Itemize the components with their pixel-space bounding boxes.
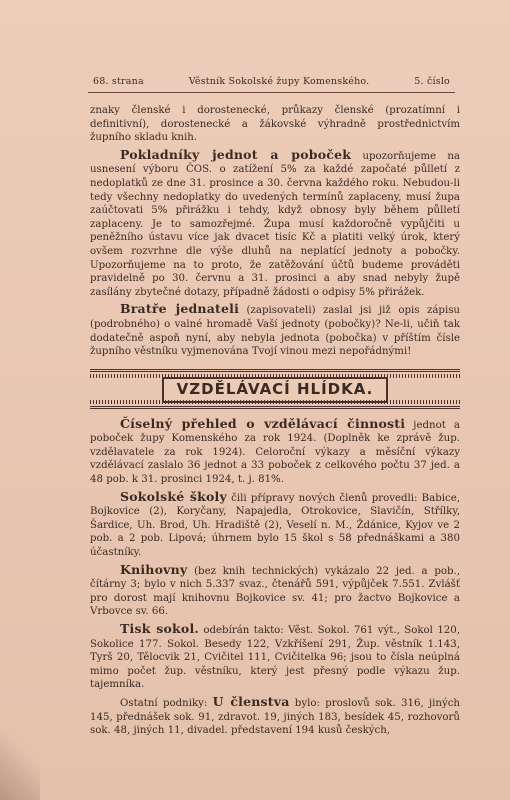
secretaries-lead: Bratře jednateli [120, 301, 240, 317]
schools-lead: Sokolské školy [120, 488, 227, 504]
paragraph-libraries [90, 563, 460, 619]
other-events-pre: Ostatní podniky: [120, 697, 213, 709]
paragraph-secretaries [90, 302, 460, 358]
other-events-text: bylo: proslovů sok. 316, jiných 145, přednášek sok. 91, zdravot. 19, jiných 183, besídek 45, rozhovorů sok. 48, jiných 11, divadel. představení 194 kusů českých, [90, 697, 460, 737]
section-title: VZDĚLÁVACÍ HLÍDKA. [176, 379, 374, 398]
overview-text: jednot a poboček župy Komenského za rok 1924. (Doplněk ke zprávě žup. vzdělavatele za rok 1924). Celoroční výkazy a měsíční výkazy vzdělávací zaslalo 36 jednot a 33 poboček z celkového počtu 37 jed. a 48 pob. k 31. prosinci 1924, t. j. 81%. [90, 419, 460, 486]
paragraph-press [90, 622, 460, 692]
libraries-text: (bez knih technických) vykázalo 22 jed. a pob., čítárny 3; bylo v nich 5.337 svaz., čtenářů 591, výpůjček 7.551. Zvlášť pro dorost mají knihovnu Bojkovice sv. 41; pro žactvo Bojkovice a Vrbovce sv. 66. [90, 565, 460, 618]
page-header [93, 76, 450, 87]
section-title-box [162, 377, 388, 403]
paragraph-distribution: znaky členské i dorostenecké, průkazy členské (prozatímní i definitivní), dorostenecké a žákovské výhradně prostřednictvím župního skladu knih. [90, 105, 460, 144]
article-body [90, 104, 460, 741]
paper-stain [0, 730, 40, 800]
journal-title: Věstník Sokolské župy Komenského. [188, 76, 370, 87]
issue-number: 5. číslo [414, 76, 450, 87]
header-divider [88, 92, 455, 93]
paragraph-other-events [90, 695, 460, 738]
paragraph-treasurers [90, 148, 460, 300]
section-banner [90, 369, 460, 409]
page-number: 68. strana [93, 76, 144, 87]
other-events-lead: U členstva [212, 693, 290, 709]
press-lead: Tisk sokol. [120, 621, 199, 636]
paragraph-overview [90, 417, 460, 487]
paragraph-schools [90, 490, 460, 560]
secretaries-text: (zapisovateli) zaslal jsi již opis zápisu (podrobného) o valné hromadě Vaší jednoty (pobočky)? Ne-li, učiň tak dodatečně aspoň nyní, aby nebyla jednota (pobočka) v příštím čísle župního věstníku vyjmenována Tvojí vinou mezi nepořádnými! [90, 305, 460, 358]
treasurers-text: upozorňujeme na usnesení výboru ČOS. o zatížení 5% za každé započaté půlletí z nedoplatků ze dne 31. prosince a 30. června každého roku. Nebudou-li tedy všechny nedoplatky do uvedených termínů zaplaceny, musí župa zaúčtovati 5% přirážku i tehdy, když obnosy byly během půlletí zaplaceny. Je to samozřejmé. Župa musí každoročně vypůjčiti u peněžního ústavu více jak dvacet tisíc Kč a platiti velký úrok, který ovšem rozvrhne dle výše dluhů na neplatící jednoty a pobočky. Upozorňujeme na to proto, že zatěžování účtů budeme prováděti pravidelně po 30. červnu a 31. prosinci a aby snad nebyly župě zasílány zbytečné dotazy, případně žádosti o odpisy 5% přirážek. [90, 150, 461, 298]
libraries-lead: Knihovny [120, 561, 188, 577]
overview-lead: Číselný přehled o vzdělávací činnosti [120, 415, 406, 431]
press-text: odebírán takto: Věst. Sokol. 761 výt., Sokol 120, Sokolice 177. Sokol. Besedy 122, Vzkříšení 291, Žup. věstník 1.143, Tyrš 20, Tělocvik 21, Cvičitel 111, Cvičitelka 96; jsou to čísla neúplná mimo počet žup. věstníku, který jest přesný podle výkazu žup. tajemníka. [90, 625, 461, 691]
schools-text: čili přípravy nových členů provedli: Babice, Bojkovice (2), Koryčany, Napajedla, Otrokovice, Slavičín, Střílky, Šardice, Uh. Brod, Uh. Hradiště (2), Veselí n. M., Ždánice, Kyjov ve 2 pob. a 2 pob. Lipová; úhrnem bylo 15 škol s 58 přednáškami a 380 účastníky. [90, 492, 460, 559]
treasurers-lead: Pokladníky jednot a poboček [120, 146, 352, 162]
